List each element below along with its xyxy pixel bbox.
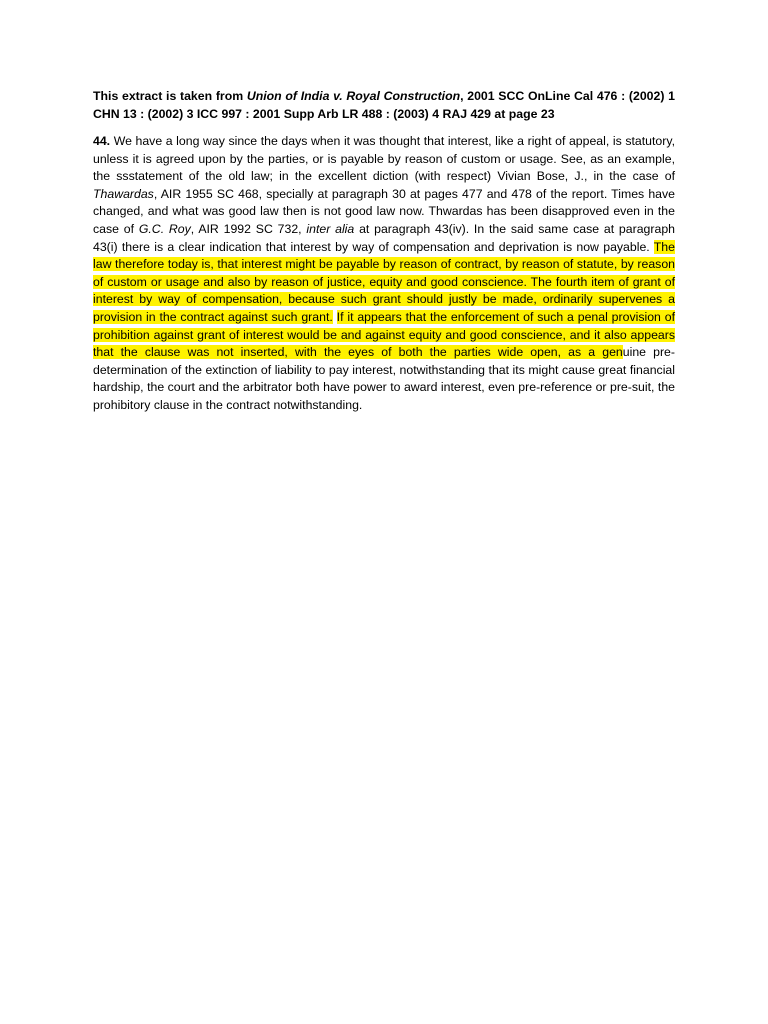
header-citation: , 2001 SCC OnLine Cal 476 : (2002) 1 CHN 13 : (2002) 3 ICC 997 : 2001 Supp Arb LR 488 : (2003) 4 RAJ 429 at page 23 (93, 89, 675, 121)
highlighted-text-2: If it appears that the enforcement of such a penal provision of prohibition against grant of interest would be and against equity and good conscience, and it also appears that the clause was not inserted, with the eyes of both the parties wide open, as a gen (93, 309, 675, 360)
paragraph-text-2: , AIR 1955 SC 468, specially at paragraph 30 at pages 477 and 478 of the report. Times have changed, and what was good law then is not good law now. Thwardas has been disapproved even in the case of (93, 186, 675, 236)
header-prefix: This extract is taken from (93, 89, 247, 103)
paragraph-text-3: , AIR 1992 SC 732, (190, 221, 307, 236)
case-ref-thawardas: Thawardas (93, 186, 154, 201)
case-name: Union of India v. Royal Construction (246, 89, 461, 103)
paragraph-text-4: at paragraph 43(iv). In the said same case at paragraph 43(i) there is a clear indication that interest by way of compensation and deprivation is now payable. (93, 221, 675, 254)
highlighted-text-1: The law therefore today is, that interest might be payable by reason of contract, by reason of statute, by reason of custom or usage and also by reason of justice, equity and good conscience. The fourth item of grant of interest by way of compensation, because such grant should justly be made, ordinarily supervenes a provision in the contract against such grant. (93, 239, 675, 324)
source-header (93, 87, 675, 123)
paragraph-text-1: We have a long way since the days when it was thought that interest, like a right of appeal, is statutory, unless it is agreed upon by the parties, or is payable by reason of custom or usage. See, as an example, the ssstatement of the old law; in the excellent diction (with respect) Vivian Bose, J., in the case of (93, 134, 675, 184)
document-page (93, 87, 675, 415)
paragraph-text-5: uine pre-determination of the extinction of liability to pay interest, notwithstanding that its might cause great financial hardship, the court and the arbitrator both have power to award interest, even pre-reference or pre-suit, the prohibitory clause in the contract notwithstanding. (93, 345, 675, 412)
paragraph-44 (93, 133, 675, 415)
paragraph-number: 44. (93, 134, 111, 148)
case-ref-gc-roy: G.C. Roy (138, 221, 191, 236)
latin-phrase: inter alia (306, 221, 355, 236)
